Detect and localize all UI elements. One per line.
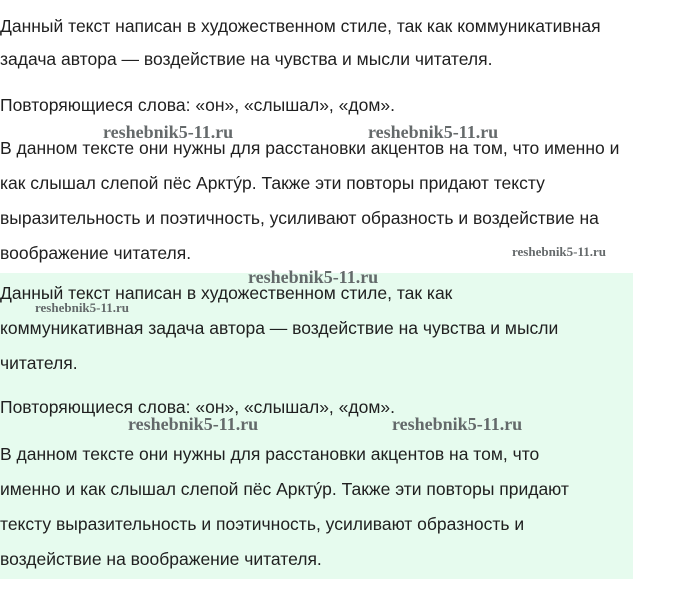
- text-line: выразительность и поэтичность, усиливают образность и воздействие на: [0, 208, 599, 228]
- text-line: задача автора — воздействие на чувства и мысли читателя.: [0, 49, 493, 69]
- text-line: коммуникативная задача автора — воздействие на чувства и мысли: [0, 318, 559, 338]
- text-line: как слышал слепой пёс Арктýр. Также эти повторы придают тексту: [0, 173, 545, 193]
- watermark: reshebnik5-11.ru: [392, 414, 523, 434]
- watermark: reshebnik5-11.ru: [368, 122, 499, 142]
- paragraph-explanation: [0, 437, 569, 577]
- paragraph-style: [0, 10, 601, 76]
- text-line: именно и как слышал слепой пёс Арктýр. Также эти повторы придают: [0, 479, 569, 499]
- watermark: reshebnik5-11.ru: [128, 414, 259, 434]
- paragraph-repeated-words: [0, 391, 395, 424]
- text-line: воздействие на воображение читателя.: [0, 549, 322, 569]
- text-line: Повторяющиеся слова: «он», «слышал», «дом».: [0, 95, 395, 115]
- text-line: Повторяющиеся слова: «он», «слышал», «дом».: [0, 397, 395, 417]
- watermark: reshebnik5-11.ru: [35, 300, 130, 315]
- watermark: reshebnik5-11.ru: [512, 244, 607, 259]
- paragraph-style: [0, 276, 558, 381]
- text-line: читателя.: [0, 353, 78, 373]
- text-line: В данном тексте они нужны для расстановки акцентов на том, что: [0, 444, 540, 464]
- text-line: воображение читателя.: [0, 243, 192, 263]
- watermark: reshebnik5-11.ru: [248, 267, 379, 287]
- watermark: reshebnik5-11.ru: [103, 122, 234, 142]
- text-line: В данном тексте они нужны для расстановки акцентов на том, что именно и: [0, 138, 620, 158]
- paragraph-explanation: [0, 131, 619, 271]
- paragraph-repeated-words: [0, 89, 395, 122]
- text-line: Данный текст написан в художественном стиле, так как коммуникативная: [0, 16, 601, 36]
- text-line: Данный текст написан в художественном стиле, так как: [0, 283, 453, 303]
- text-line: тексту выразительность и поэтичность, усиливают образность и: [0, 514, 525, 534]
